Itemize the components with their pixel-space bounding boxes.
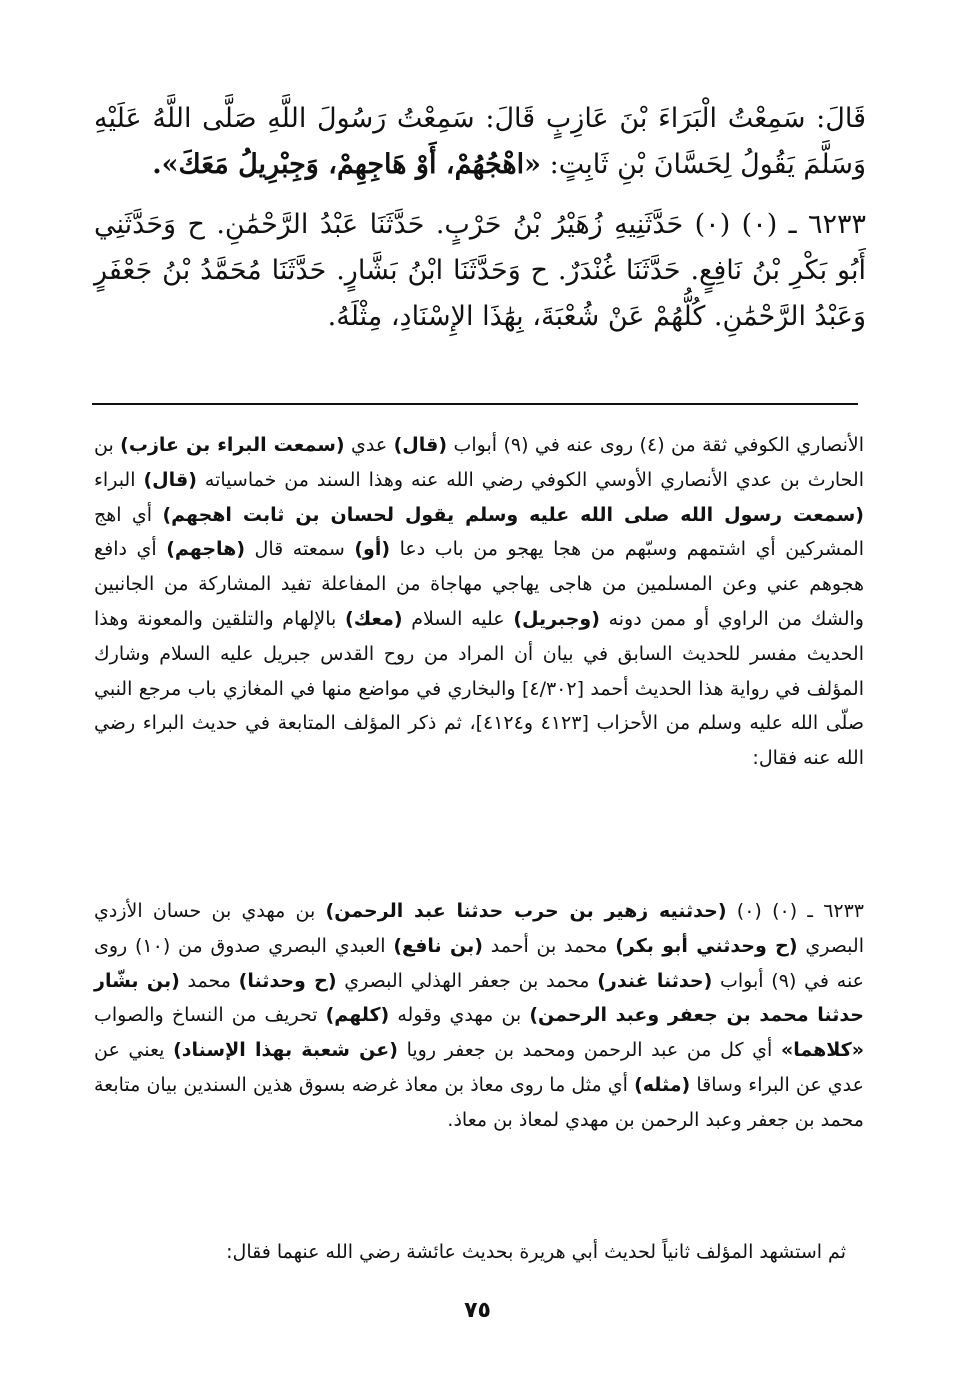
text-segment: عدي [344, 434, 394, 456]
page-number: ٧٥ [464, 1298, 491, 1323]
bold-segment: «كلاهما» [780, 1039, 865, 1062]
text-segment: البراء [94, 468, 144, 491]
text-segment: عليه السلام [402, 607, 514, 630]
bold-segment: (أو) [354, 538, 391, 561]
bold-segment: (بن نافع) [393, 934, 483, 957]
bold-segment: (معك) [345, 607, 403, 630]
text-segment: محمد [179, 969, 239, 992]
hadith-paragraph-1 [94, 96, 866, 188]
text-segment: بن الحارث بن عدي الأنصاري الأوسي الكوفي رضي الله عنه وهذا السند من خماسياته [94, 434, 864, 491]
bold-segment: (سمعت البراء بن عازب) [120, 434, 345, 456]
bold-segment: (قال) [393, 434, 448, 456]
bold-segment: (مثله) [634, 1073, 691, 1096]
text-segment: محمد بن أحمد [482, 934, 616, 957]
bold-segment: (بن بشّار حدثنا محمد بن جعفر وعبد الرحمن) [94, 969, 864, 1027]
text-segment: بن مهدي وقوله [389, 1004, 530, 1027]
text-segment: أي كل من عبد الرحمن ومحمد بن جعفر رويا [397, 1039, 781, 1062]
text-segment: أي مثل ما روى معاذ بن معاذ غرضه بسوق هذين السندين بيان متابعة محمد بن جعفر وعبد الرحمن بن مهدي لمعاذ بن معاذ. [94, 1073, 864, 1131]
text-segment: بن مهدي بن حسان الأزدي البصري [94, 900, 864, 957]
text-segment: العبدي البصري صدوق من (١٠) روى عنه في (٩) أبواب [94, 934, 865, 992]
bold-segment: (قال) [143, 468, 197, 491]
text-segment: أي اهج المشركين أي اشتمهم وسبّهم من هجا يهجو من باب دعا [94, 503, 864, 561]
hadith-text: قَالَ: سَمِعْتُ الْبَرَاءَ بْنَ عَازِبٍ قَالَ: سَمِعْتُ رَسُولَ اللَّهِ صَلَّى اللَّهُ عَلَيْهِ وَسَلَّمَ يَقُولُ لِحَسَّانَ بْنِ ثَابِتٍ: [94, 103, 866, 180]
text-segment: بالإلهام والتلقين والمعونة وهذا الحديث مفسر للحديث السابق في بيان أن المراد من روح القدس جبريل عليه السلام وشارك المؤلف في رواية هذا الحديث أحمد [٤/٣٠٢] والبخاري في مواضع منها في المغازي باب مرجع النبي صلّى الله عليه وسلم من الأحزاب [٤١٢٣ و٤١٢٤]، ثم ذكر المؤلف المتابعة في حديث البراء رضي الله عنه فقال: [94, 607, 864, 770]
text-segment: ٦٢٣٣ ـ (٠) (٠) [726, 900, 865, 922]
text-segment: يعني عن عدي عن البراء وساقا [94, 1039, 864, 1096]
text-segment: الأنصاري الكوفي ثقة من (٤) روى عنه في (٩) أبواب [447, 434, 864, 456]
bold-segment: (كلهم) [325, 1004, 390, 1027]
footnote-separator [92, 403, 858, 405]
text-segment: سمعته قال [245, 538, 355, 561]
bold-segment: (ح وحدثني أبو بكر) [615, 934, 798, 957]
text-segment: أي دافع هجوهم عني وعن المسلمين من هاجى يهاجي مهاجاة من المفاعلة تفيد المشاركة من الجانبين والشك من الراوي أو ممن دونه [94, 538, 864, 630]
bold-segment: (حدثنا غندر) [597, 969, 713, 992]
text-segment: تحريف من النساخ والصواب [94, 1004, 326, 1027]
bold-segment: (عن شعبة بهذا الإسناد) [173, 1039, 398, 1062]
commentary-paragraph-3: ثم استشهد المؤلف ثانياً لحديث أبي هريرة بحديث عائشة رضي الله عنهما فقال: [226, 1241, 846, 1263]
text-segment: محمد بن جعفر الهذلي البصري [336, 969, 598, 992]
commentary-paragraph-1 [94, 428, 864, 776]
bold-segment: (وجبريل) [513, 607, 600, 630]
hadith-paragraph-2: ٦٢٣٣ ـ (٠) (٠) حَدَّثَنِيهِ زُهَيْرُ بْنُ حَرْبٍ. حَدَّثَنَا عَبْدُ الرَّحْمَٰنِ. ح وَحَدَّثَنِي أَبُو بَكْرِ بْنُ نَافِعٍ. حَدَّثَنَا غُنْدَرٌ. ح وَحَدَّثَنَا ابْنُ بَشَّارٍ. حَدَّثَنَا مُحَمَّدُ بْنُ جَعْفَرٍ وَعَبْدُ الرَّحْمَٰنِ. كُلُّهُمْ عَنْ شُعْبَةَ، بِهَٰذَا الإِسْنَادِ، مِثْلَهُ. [94, 209, 866, 332]
bold-segment: (حدثنيه زهير بن حرب حدثنا عبد الرحمن) [325, 900, 727, 922]
hadith-quote: «اهْجُهُمْ، أَوْ هَاجِهِمْ، وَجِبْرِيلُ مَعَكَ». [152, 149, 542, 180]
bold-segment: (سمعت رسول الله صلى الله عليه وسلم يقول لحسان بن ثابت اهجهم) [162, 503, 864, 526]
commentary-paragraph-2 [94, 894, 864, 1138]
bold-segment: (هاجهم) [166, 538, 245, 561]
bold-segment: (ح وحدثنا) [238, 969, 337, 992]
